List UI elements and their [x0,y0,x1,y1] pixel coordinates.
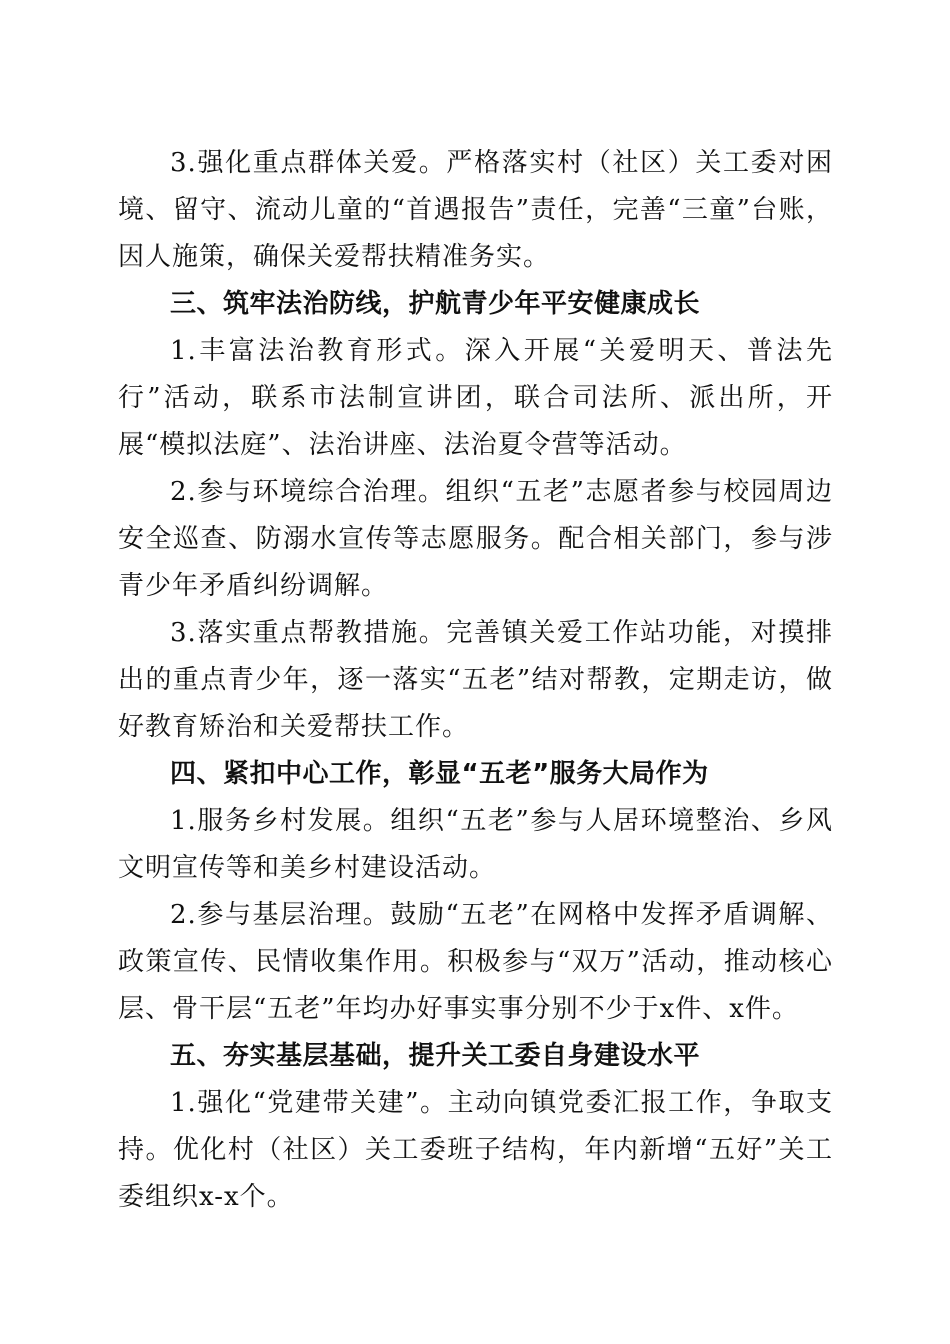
section-heading-4: 四、紧扣中心工作，彰显“五老”服务大局作为 [170,759,709,789]
paragraph-1-party-building: 1.强化“党建带关建”。主动向镇党委汇报工作，争取支持。优化村（社区）关工委班子结构，年内新增“五好”关工委组织x-x个。 [118,1088,833,1212]
paragraph-3-care-key-groups: 3.强化重点群体关爱。严格落实村（社区）关工委对困境、留守、流动儿童的“首遇报告”责任，完善“三童”台账，因人施策，确保关爱帮扶精准务实。 [118,148,833,272]
section-heading-5: 五、夯实基层基础，提升关工委自身建设水平 [170,1041,701,1071]
document-body [118,140,833,1221]
paragraph-1-legal-education: 1.丰富法治教育形式。深入开展“关爱明天、普法先行”活动，联系市法制宣讲团，联合司法所、派出所，开展“模拟法庭”、法治讲座、法治夏令营等活动。 [118,336,833,460]
paragraph-2-environment-governance: 2.参与环境综合治理。组织“五老”志愿者参与校园周边安全巡查、防溺水宣传等志愿服务。配合相关部门，参与涉青少年矛盾纠纷调解。 [118,477,833,601]
section-heading-3: 三、筑牢法治防线，护航青少年平安健康成长 [170,289,701,319]
paragraph-1-rural-development: 1.服务乡村发展。组织“五老”参与人居环境整治、乡风文明宣传等和美乡村建设活动。 [118,806,833,883]
paragraph-3-key-assistance: 3.落实重点帮教措施。完善镇关爱工作站功能，对摸排出的重点青少年，逐一落实“五老”结对帮教，定期走访，做好教育矫治和关爱帮扶工作。 [118,618,833,742]
paragraph-2-grassroots-governance: 2.参与基层治理。鼓励“五老”在网格中发挥矛盾调解、政策宣传、民情收集作用。积极参与“双万”活动，推动核心层、骨干层“五老”年均办好事实事分别不少于x件、x件。 [118,900,833,1024]
